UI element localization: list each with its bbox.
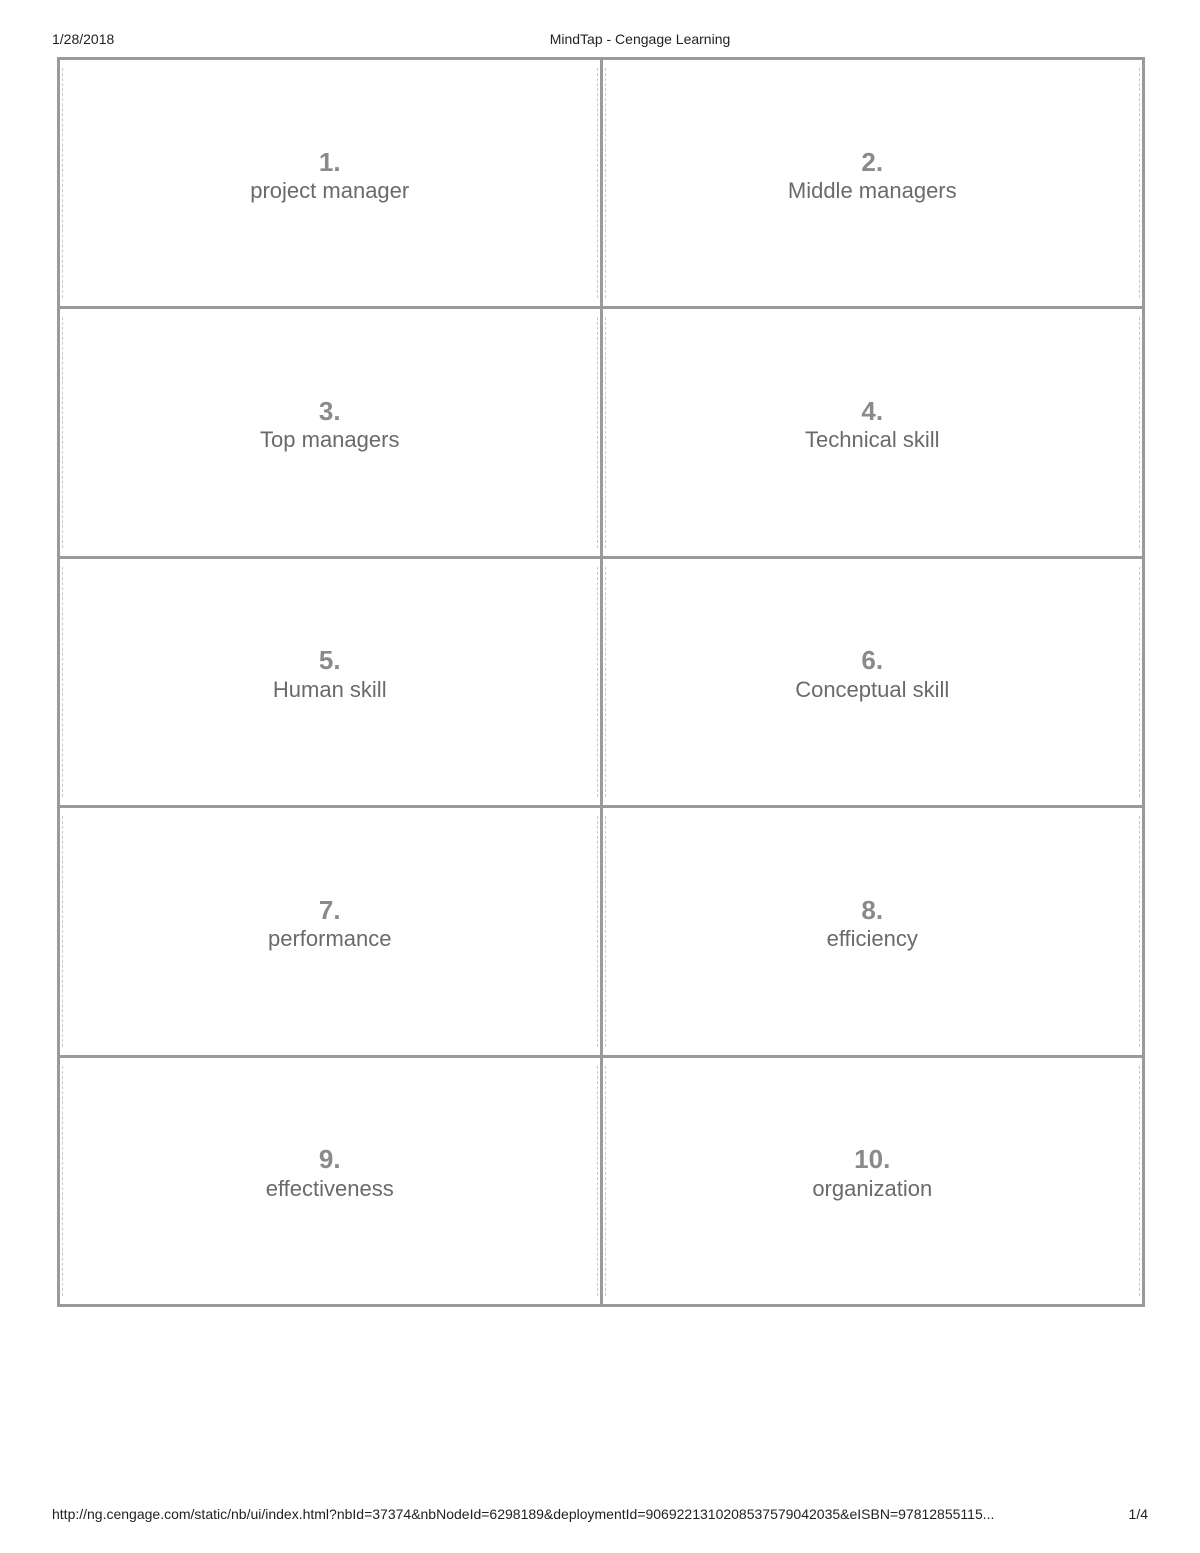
- card-number: 2.: [861, 146, 884, 177]
- card-term: organization: [812, 1175, 933, 1201]
- card-term: effectiveness: [265, 1175, 394, 1201]
- page-number: 1/4: [1128, 1506, 1148, 1522]
- card-term: performance: [267, 926, 392, 952]
- flashcard[interactable]: [603, 309, 1146, 558]
- footer-url: http://ng.cengage.com/static/nb/ui/index.html?nbId=37374&nbNodeId=6298189&deploymentId=9069221310208537579042035&eISBN=97812855115...: [52, 1506, 995, 1522]
- flashcard[interactable]: [60, 808, 603, 1057]
- card-number: 6.: [861, 645, 884, 676]
- card-term: Conceptual skill: [795, 676, 950, 702]
- flashcard[interactable]: [60, 309, 603, 558]
- flashcard[interactable]: [603, 808, 1146, 1057]
- card-term: efficiency: [826, 926, 918, 952]
- card-term: Top managers: [260, 427, 400, 453]
- page-title: MindTap - Cengage Learning: [549, 31, 731, 47]
- card-number: 9.: [318, 1144, 341, 1175]
- card-number: 3.: [318, 395, 341, 426]
- flashcard[interactable]: [60, 559, 603, 808]
- flashcard[interactable]: [603, 559, 1146, 808]
- flashcard[interactable]: [603, 60, 1146, 309]
- card-number: 7.: [318, 894, 341, 925]
- print-date: 1/28/2018: [52, 31, 115, 47]
- card-number: 1.: [318, 146, 341, 177]
- card-term: Middle managers: [787, 178, 957, 204]
- card-term: project manager: [250, 178, 410, 204]
- flashcard[interactable]: [60, 60, 603, 309]
- flashcard[interactable]: [603, 1058, 1146, 1307]
- card-number: 4.: [861, 395, 884, 426]
- card-term: Human skill: [272, 676, 387, 702]
- card-number: 5.: [318, 645, 341, 676]
- card-number: 10.: [854, 1144, 891, 1175]
- card-term: Technical skill: [805, 427, 940, 453]
- flashcard-grid: [57, 57, 1145, 1307]
- flashcard[interactable]: [60, 1058, 603, 1307]
- card-number: 8.: [861, 894, 884, 925]
